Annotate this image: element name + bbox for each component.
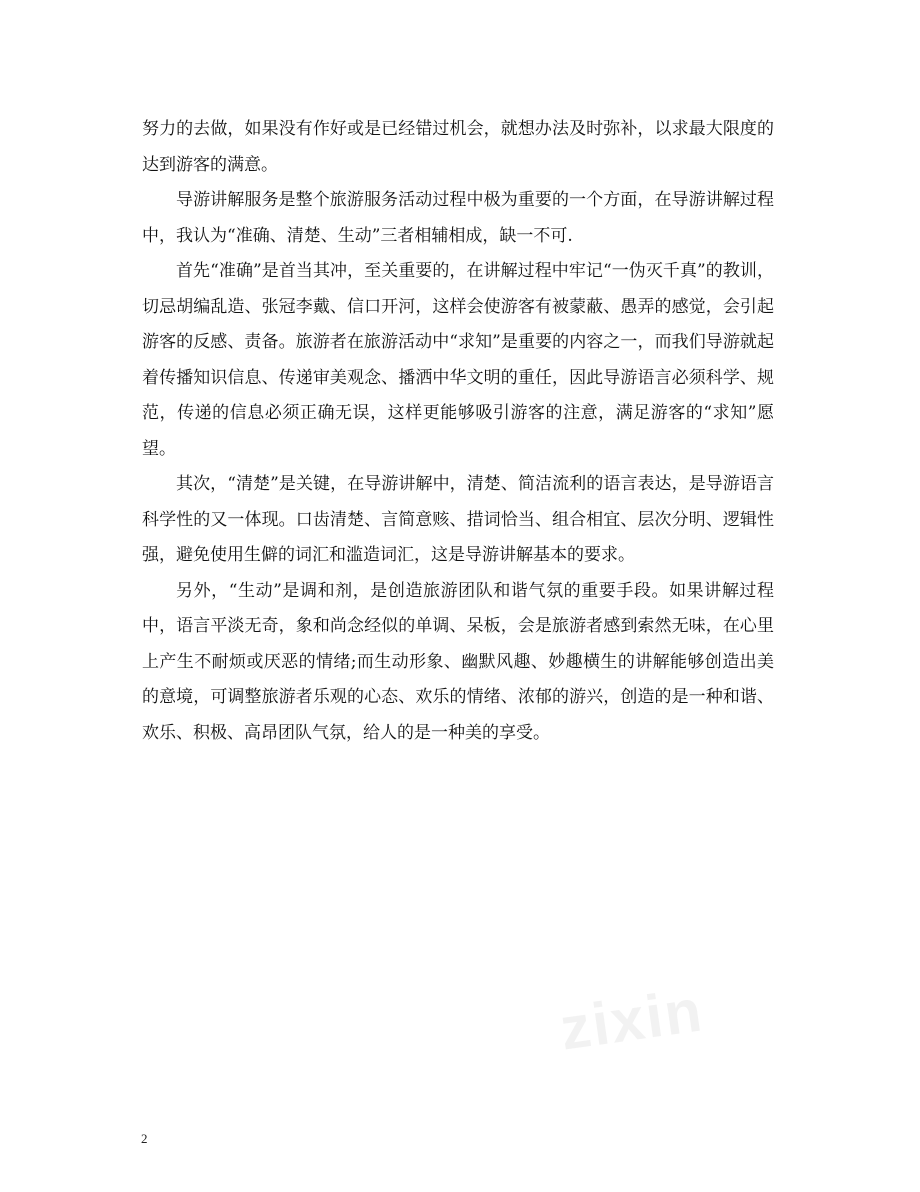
paragraph-continuation: 努力的去做，如果没有作好或是已经错过机会，就想办法及时弥补，以求最大限度的达到游客的满意。 [142, 119, 774, 175]
page-number: 2 [141, 1131, 148, 1146]
body-text [142, 112, 774, 751]
paragraph-guide-service: 导游讲解服务是整个旅游服务活动过程中极为重要的一个方面，在导游讲解过程中，我认为“准确、清楚、生动”三者相辅相成，缺一不可. [142, 190, 774, 246]
paragraph-accuracy: 首先“准确”是首当其冲，至关重要的，在讲解过程中牢记“一伪灭千真”的教训，切忌胡编乱造、张冠李戴、信口开河，这样会使游客有被蒙蔽、愚弄的感觉，会引起游客的反感、责备。旅游者在旅游活动中“求知”是重要的内容之一，而我们导游就起着传播知识信息、传递审美观念、播洒中华文明的重任，因此导游语言必须科学、规范，传递的信息必须正确无误，这样更能够吸引游客的注意，满足游客的“求知”愿望。 [142, 261, 774, 459]
paragraph-clarity: 其次，“清楚”是关键，在导游讲解中，清楚、简洁流利的语言表达，是导游语言科学性的又一体现。口齿清楚、言简意赅、措词恰当、组合相宜、层次分明、逻辑性强，避免使用生僻的词汇和滥造词汇，这是导游讲解基本的要求。 [142, 474, 774, 565]
watermark-logo: zixin [556, 976, 708, 1063]
paragraph-vividness: 另外，“生动”是调和剂，是创造旅游团队和谐气氛的重要手段。如果讲解过程中，语言平淡无奇，象和尚念经似的单调、呆板，会是旅游者感到索然无味，在心里上产生不耐烦或厌恶的情绪;而生动形象、幽默风趣、妙趣横生的讲解能够创造出美的意境，可调整旅游者乐观的心态、欢乐的情绪、浓郁的游兴，创造的是一种和谐、欢乐、积极、高昂团队气氛，给人的是一种美的享受。 [142, 580, 774, 743]
